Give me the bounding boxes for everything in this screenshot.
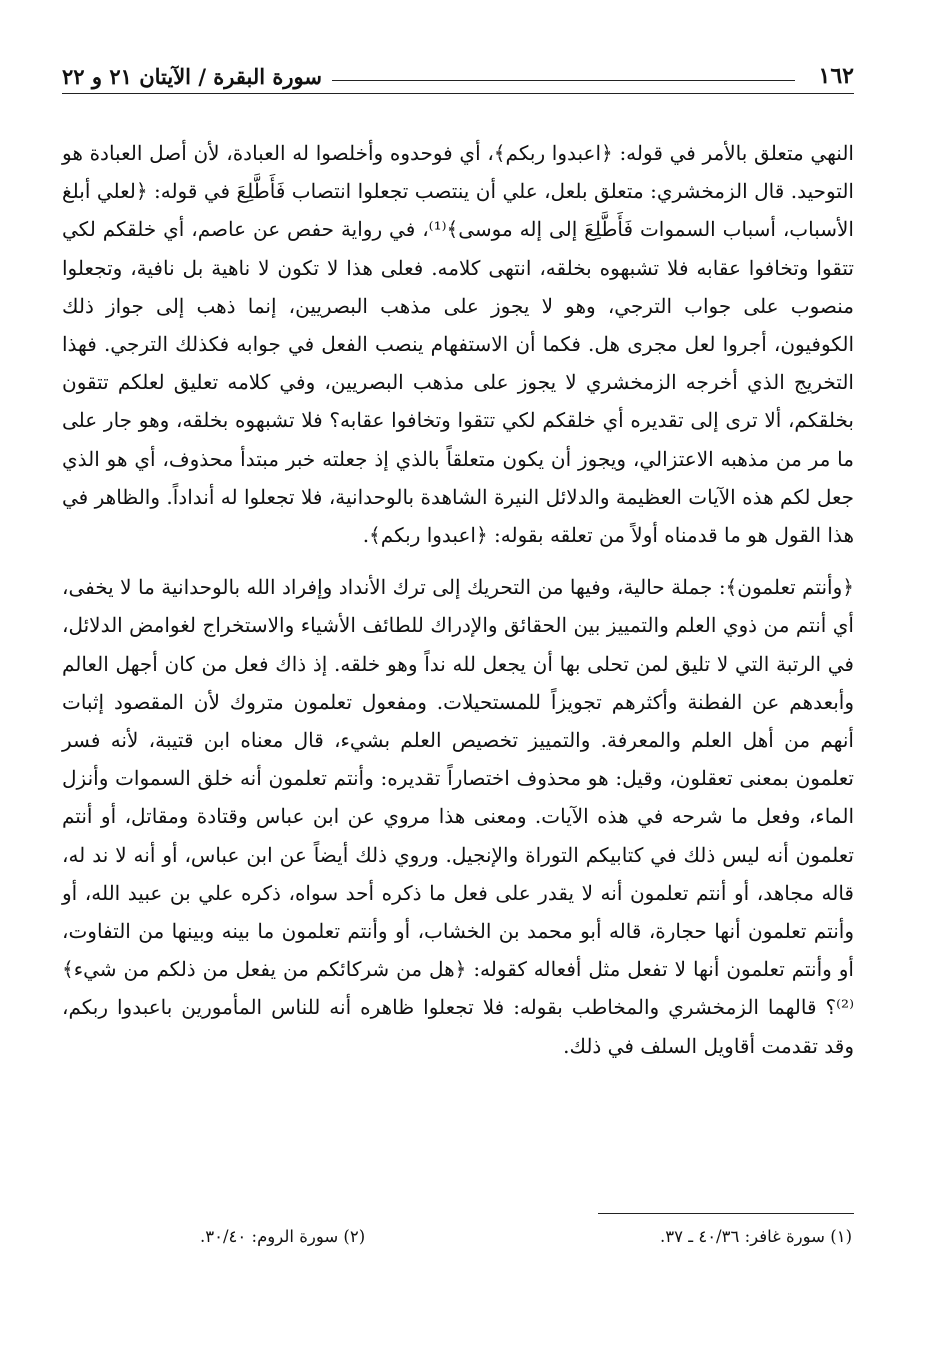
header-rule <box>332 80 795 81</box>
footnote-1: (١) سورة غافر: ٤٠/٣٦ ـ ٣٧. <box>660 1227 852 1246</box>
footnote-separator <box>598 1213 854 1214</box>
footnote-2: (٢) سورة الروم: ٣٠/٤٠. <box>200 1227 366 1246</box>
page-number: ١٦٢ <box>818 63 854 89</box>
paragraph: النهي متعلق بالأمر في قوله: ﴿اعبدوا ربكم﴾، أي فوحدوه وأخلصوا له العبادة، لأن أصل العبادة هو التوحيد. قال الزمخشري: متعلق بلعل، علي أن ينتصب تجعلوا انتصاب فَأَطَّلِعَ في قوله: ﴿لعلي أبلغ الأسباب، أسباب السموات فَأَطَّلِعَ إلى إله موسى﴾⁽¹⁾، في رواية حفص عن عاصم، أي خلقكم لكي تتقوا وتخافوا عقابه فلا تشبهوه بخلقه، انتهى كلامه. فعلى هذا لا تكون لا ناهية بل نافية، وتجعلوا منصوب على جواب الترجي، وهو لا يجوز على مذهب البصريين، إنما ذهب إلى جواز ذلك الكوفيون، أجروا لعل مجرى هل. فكما أن الاستفهام ينصب الفعل في جوابه فكذلك الترجي. فهذا التخريج الذي أخرجه الزمخشري لا يجوز على مذهب البصريين، وفي كلامه تعليق لعلكم تتقون بخلقكم، ألا ترى إلى تقديره أي خلقكم لكي تتقوا وتخافوا عقابه؟ فلا تشبهوه بخلقه، وهو جار على ما مر من مذهبه الاعتزالي، ويجوز أن يكون متعلقاً بالذي إذ جعلته خبر مبتدأ محذوف، أي هو الذي جعل لكم هذه الآيات العظيمة والدلائل النيرة الشاهدة بالوحدانية، فلا تجعلوا له أنداداً. والظاهر في هذا القول هو ما قدمناه أولاً من تعلقه بقوله: ﴿اعبدوا ربكم﴾. <box>62 141 854 548</box>
header-title: سورة البقرة / الآيتان ٢١ و ٢٢ <box>62 63 322 89</box>
running-header <box>62 58 854 94</box>
main-text <box>62 134 854 1065</box>
paragraph: ﴿وأنتم تعلمون﴾: جملة حالية، وفيها من التحريك إلى ترك الأنداد وإفراد الله بالوحدانية ما لا يخفى، أي أنتم من ذوي العلم والتمييز بين الحقائق والإدراك للطائف الأشياء والاستخراج لغوامض الدلائل، في الرتبة التي لا تليق لمن تحلى بها أن يجعل لله نداً وهو خلقه. إذ ذاك فعل من كان أجهل العالم وأبعدهم عن الفطنة وأكثرهم تجويزاً للمستحيلات. ومفعول تعلمون متروك لأن المقصود إثبات أنهم من أهل العلم والمعرفة. والتمييز تخصيص العلم بشيء، قال معناه ابن قتيبة، لأنه فسر تعلمون بمعنى تعقلون، وقيل: هو محذوف اختصاراً تقديره: وأنتم تعلمون أنه خلق السموات وأنزل الماء، وفعل ما شرحه في هذه الآيات. ومعنى هذا مروي عن ابن عباس وقتادة ومقاتل، أو أنتم تعلمون أنه ليس ذلك في كتابيكم التوراة والإنجيل. وروي ذلك أيضاً عن ابن عباس، أو أنه لا ند له، قاله مجاهد، أو أنتم تعلمون أنه لا يقدر على فعل ما ذكره أحد سواه، ذكره علي بن عبيد الله، أو وأنتم تعلمون أنها حجارة، قاله أبو محمد بن الخشاب، أو وأنتم تعلمون ما بينه وبينها من التفاوت، أو وأنتم تعلمون أنها لا تفعل مثل أفعاله كقوله: ﴿هل من شركائكم من يفعل من ذلكم من شيء﴾⁽²⁾؟ قالهما الزمخشري والمخاطب بقوله: فلا تجعلوا ظاهره أنه للناس المأمورين باعبدوا ربكم، وقد تقدمت أقاويل السلف في ذلك. <box>62 575 854 1058</box>
header-underline <box>62 93 854 94</box>
footnotes <box>200 1227 852 1246</box>
